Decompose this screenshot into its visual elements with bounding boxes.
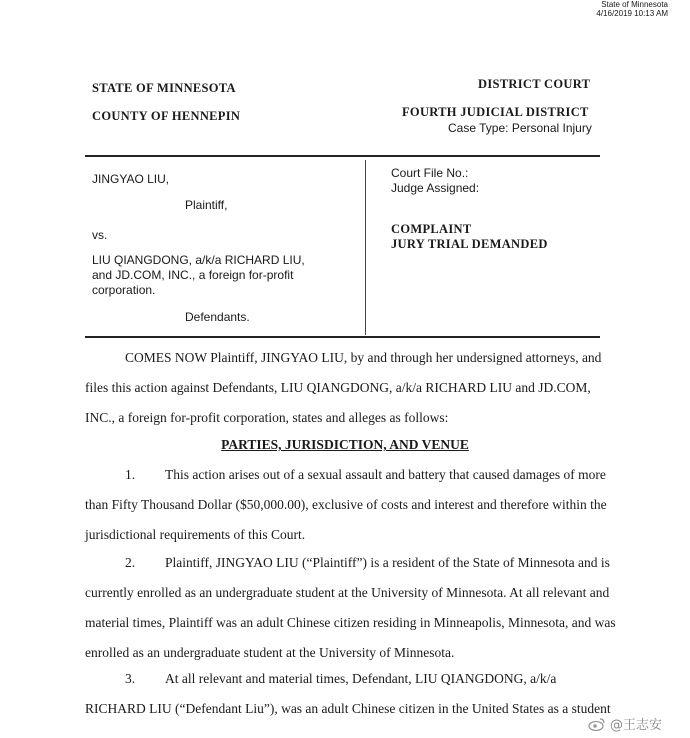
weibo-icon xyxy=(588,717,606,731)
paragraph-number: 1. xyxy=(125,467,136,482)
paragraph-number: 3. xyxy=(125,671,136,686)
document-title: COMPLAINT xyxy=(391,222,472,236)
filing-stamp-datetime: 4/16/2019 10:13 AM xyxy=(596,9,668,18)
paragraph-1 xyxy=(85,460,607,550)
intro-line-3: INC., a foreign for-profit corporation, states and alleges as follows: xyxy=(85,410,449,425)
paragraph-text: material times, Plaintiff was an adult Chinese citizen residing in Minneapolis, Minnesota, and was xyxy=(85,615,616,630)
plaintiff-role: Plaintiff, xyxy=(185,198,228,212)
paragraph-number: 2. xyxy=(125,555,136,570)
caption-court: DISTRICT COURT xyxy=(478,77,591,91)
watermark-handle: @王志安 xyxy=(609,718,662,733)
paragraph-text: At all relevant and material times, Defendant, LIU QIANGDONG, a/k/a xyxy=(165,671,557,686)
defendant-line-1: LIU QIANGDONG, a/k/a RICHARD LIU, xyxy=(92,253,305,267)
paragraph-text: than Fifty Thousand Dollar ($50,000.00), exclusive of costs and interest and therefore within the xyxy=(85,497,607,512)
defendant-role: Defendants. xyxy=(185,310,250,324)
paragraph-1-first-line xyxy=(85,460,606,490)
paragraph-text: currently enrolled as an undergraduate student at the University of Minnesota. At all relevant and xyxy=(85,585,610,600)
paragraph-2 xyxy=(85,548,616,668)
paragraph-3 xyxy=(85,664,611,724)
section-heading: PARTIES, JURISDICTION, AND VENUE xyxy=(221,437,469,452)
caption-bottom-rule xyxy=(85,336,600,338)
judge-assigned-label: Judge Assigned: xyxy=(391,181,480,195)
paragraph-text: Plaintiff, JINGYAO LIU (“Plaintiff”) is a resident of the State of Minnesota and is xyxy=(165,555,610,570)
intro-line-1: COMES NOW Plaintiff, JINGYAO LIU, by and through her undersigned attorneys, and xyxy=(125,350,602,365)
versus-label: vs. xyxy=(92,228,108,242)
caption-county: COUNTY OF HENNEPIN xyxy=(92,109,241,123)
caption-top-rule xyxy=(85,155,600,157)
intro-paragraph xyxy=(85,343,600,433)
caption-case-type: Case Type: Personal Injury xyxy=(448,121,592,135)
paragraph-text: jurisdictional requirements of this Court. xyxy=(85,527,306,542)
paragraph-text: RICHARD LIU (“Defendant Liu”), was an adult Chinese citizen in the United States as a student xyxy=(85,701,611,716)
paragraph-text: enrolled as an undergraduate student at the University of Minnesota. xyxy=(85,645,455,660)
caption-divider xyxy=(365,160,366,335)
plaintiff-name: JINGYAO LIU, xyxy=(92,172,170,186)
paragraph-text: This action arises out of a sexual assault and battery that caused damages of more xyxy=(165,467,606,482)
paragraph-2-first-line xyxy=(85,548,610,578)
weibo-watermark xyxy=(588,714,662,733)
caption-district: FOURTH JUDICIAL DISTRICT xyxy=(402,105,589,119)
jury-demand: JURY TRIAL DEMANDED xyxy=(391,237,548,251)
paragraph-3-first-line xyxy=(85,664,600,694)
defendant-line-3: corporation. xyxy=(92,283,156,297)
filing-stamp-state: State of Minnesota xyxy=(601,0,668,9)
defendant-line-2: and JD.COM, INC., a foreign for-profit xyxy=(92,268,294,282)
intro-line-2: files this action against Defendants, LIU QIANGDONG, a/k/a RICHARD LIU and JD.COM, xyxy=(85,380,591,395)
court-file-number-label: Court File No.: xyxy=(391,166,469,180)
filing-stamp xyxy=(596,0,668,18)
caption-state: STATE OF MINNESOTA xyxy=(92,81,236,95)
